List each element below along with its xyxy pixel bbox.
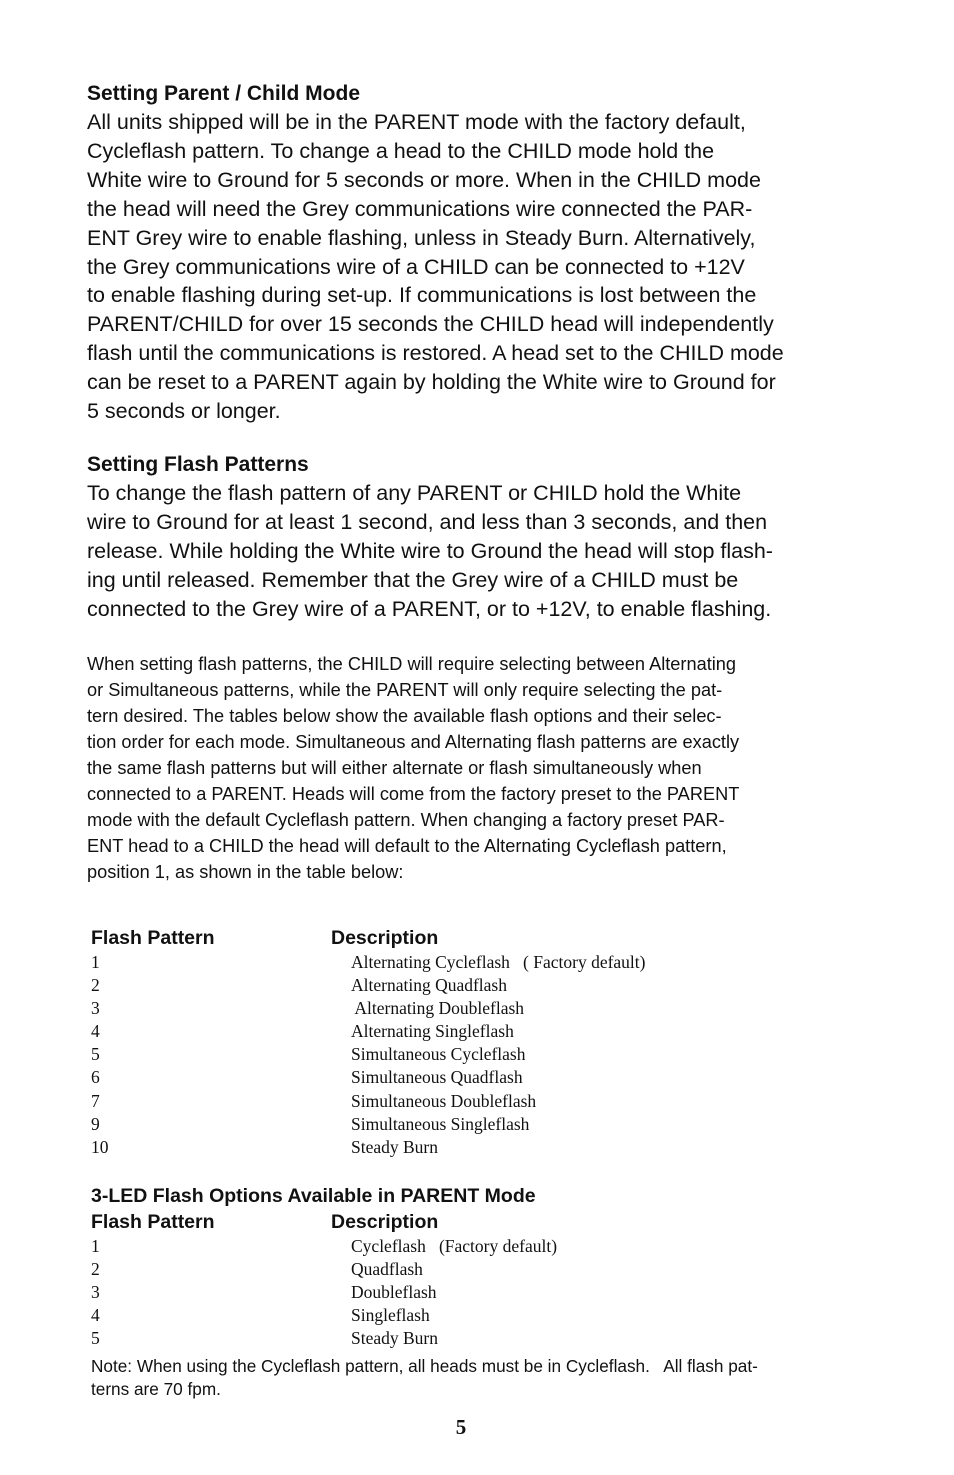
table-header	[91, 1209, 851, 1235]
pattern-description: Doubleflash	[351, 1282, 437, 1303]
table-row	[91, 1258, 851, 1281]
paragraph-line: the head will need the Grey communications wire connected the PAR-	[87, 196, 753, 221]
table-row	[91, 1235, 851, 1258]
pattern-number: 5	[91, 1044, 100, 1065]
pattern-description: Steady Burn	[351, 1136, 439, 1157]
flash-pattern-column-header: Flash Pattern	[91, 927, 215, 949]
pattern-number: 3	[91, 998, 100, 1019]
paragraph-line: connected to the Grey wire of a PARENT, or to +12V, to enable flashing.	[87, 596, 772, 621]
paragraph-line: wire to Ground for at least 1 second, and less than 3 seconds, and then	[87, 509, 768, 534]
pattern-description: Singleflash	[351, 1305, 430, 1326]
paragraph-line: the Grey communications wire of a CHILD can be connected to +12V	[87, 254, 745, 279]
table-row	[91, 1304, 851, 1327]
pattern-number: 10	[91, 1136, 109, 1157]
table-header	[91, 925, 851, 951]
pattern-description: Alternating Singleflash	[351, 1021, 514, 1042]
paragraph-line: tion order for each mode. Simultaneous and Alternating flash patterns are exactly	[87, 732, 740, 752]
paragraph-line: tern desired. The tables below show the available flash options and their selec-	[87, 706, 722, 726]
table-row	[91, 974, 851, 997]
pattern-description: Quadflash	[351, 1259, 423, 1280]
parent-flash-pattern-table	[91, 1209, 851, 1350]
paragraph-line: the same flash patterns but will either alternate or flash simultaneously when	[87, 758, 702, 778]
footnote	[91, 1355, 861, 1401]
table-row	[91, 1043, 851, 1066]
paragraph-line: PARENT/CHILD for over 15 seconds the CHILD head will independently	[87, 312, 774, 337]
pattern-description: Cycleflash (Factory default)	[351, 1236, 558, 1256]
pattern-number: 2	[91, 1259, 100, 1280]
parent-child-paragraph	[87, 108, 877, 426]
table-row	[91, 1090, 851, 1113]
table-row	[91, 1136, 851, 1159]
pattern-number: 3	[91, 1282, 100, 1303]
paragraph-line: can be reset to a PARENT again by holding the White wire to Ground for	[87, 370, 776, 395]
pattern-number: 6	[91, 1067, 100, 1088]
paragraph-line: ENT head to a CHILD the head will default to the Alternating Cycleflash pattern,	[87, 836, 727, 856]
pattern-description: Alternating Cycleflash ( Factory default)	[351, 952, 646, 972]
table-row	[91, 1066, 851, 1089]
table-row	[91, 1113, 851, 1136]
flash-patterns-paragraph	[87, 479, 877, 624]
paragraph-line: mode with the default Cycleflash pattern. When changing a factory preset PAR-	[87, 810, 725, 830]
paragraph-line: connected to a PARENT. Heads will come from the factory preset to the PARENT	[87, 784, 740, 804]
paragraph-line: 5 seconds or longer.	[87, 399, 281, 424]
pattern-number: 9	[91, 1113, 100, 1134]
paragraph-line: or Simultaneous patterns, while the PARENT will only require selecting the pat-	[87, 680, 723, 700]
child-flash-pattern-table	[91, 925, 851, 1159]
pattern-description: Simultaneous Singleflash	[351, 1113, 530, 1134]
paragraph-line: All units shipped will be in the PARENT mode with the factory default,	[87, 110, 746, 134]
paragraph-line: ENT Grey wire to enable flashing, unless in Steady Burn. Alternatively,	[87, 225, 756, 250]
pattern-number: 1	[91, 952, 100, 972]
pattern-description: Alternating Quadflash	[351, 975, 507, 996]
description-column-header: Description	[331, 927, 439, 949]
flash-pattern-column-header: Flash Pattern	[91, 1211, 215, 1233]
pattern-description: Simultaneous Doubleflash	[351, 1090, 537, 1111]
table-row	[91, 1281, 851, 1304]
paragraph-line: When setting flash patterns, the CHILD will require selecting between Alternating	[87, 654, 737, 674]
pattern-number: 4	[91, 1305, 100, 1326]
pattern-description: Steady Burn	[351, 1328, 439, 1349]
parent-child-heading: Setting Parent / Child Mode	[87, 82, 361, 105]
page-number: 5	[455, 1415, 467, 1439]
pattern-description: Simultaneous Cycleflash	[351, 1044, 526, 1065]
pattern-number: 4	[91, 1021, 100, 1042]
paragraph-line: to enable flashing during set-up. If communications is lost between the	[87, 283, 757, 308]
flash-patterns-heading: Setting Flash Patterns	[87, 453, 309, 476]
pattern-number: 7	[91, 1090, 100, 1111]
paragraph-line: position 1, as shown in the table below:	[87, 862, 404, 882]
paragraph-line: flash until the communications is restored. A head set to the CHILD mode	[87, 341, 784, 366]
pattern-number: 2	[91, 975, 100, 996]
footnote-line: terns are 70 fpm.	[91, 1379, 221, 1399]
paragraph-line: To change the flash pattern of any PARENT or CHILD hold the White	[87, 481, 742, 505]
paragraph-line: ing until released. Remember that the Grey wire of a CHILD must be	[87, 567, 739, 592]
footnote-line: Note: When using the Cycleflash pattern, all heads must be in Cycleflash. All flash pat-	[91, 1356, 758, 1376]
pattern-number: 5	[91, 1328, 100, 1349]
selection-paragraph	[87, 651, 877, 885]
paragraph-line: White wire to Ground for 5 seconds or more. When in the CHILD mode	[87, 167, 761, 192]
parent-table-caption: 3-LED Flash Options Available in PARENT Mode	[91, 1185, 536, 1207]
pattern-description: Alternating Doubleflash	[351, 998, 525, 1019]
table-row	[91, 997, 851, 1020]
pattern-number: 1	[91, 1236, 100, 1256]
table-row	[91, 1020, 851, 1043]
description-column-header: Description	[331, 1211, 439, 1233]
pattern-description: Simultaneous Quadflash	[351, 1067, 523, 1088]
paragraph-line: release. While holding the White wire to Ground the head will stop flash-	[87, 538, 773, 563]
paragraph-line: Cycleflash pattern. To change a head to the CHILD mode hold the	[87, 138, 715, 163]
table-row	[91, 951, 851, 974]
table-row	[91, 1327, 851, 1350]
